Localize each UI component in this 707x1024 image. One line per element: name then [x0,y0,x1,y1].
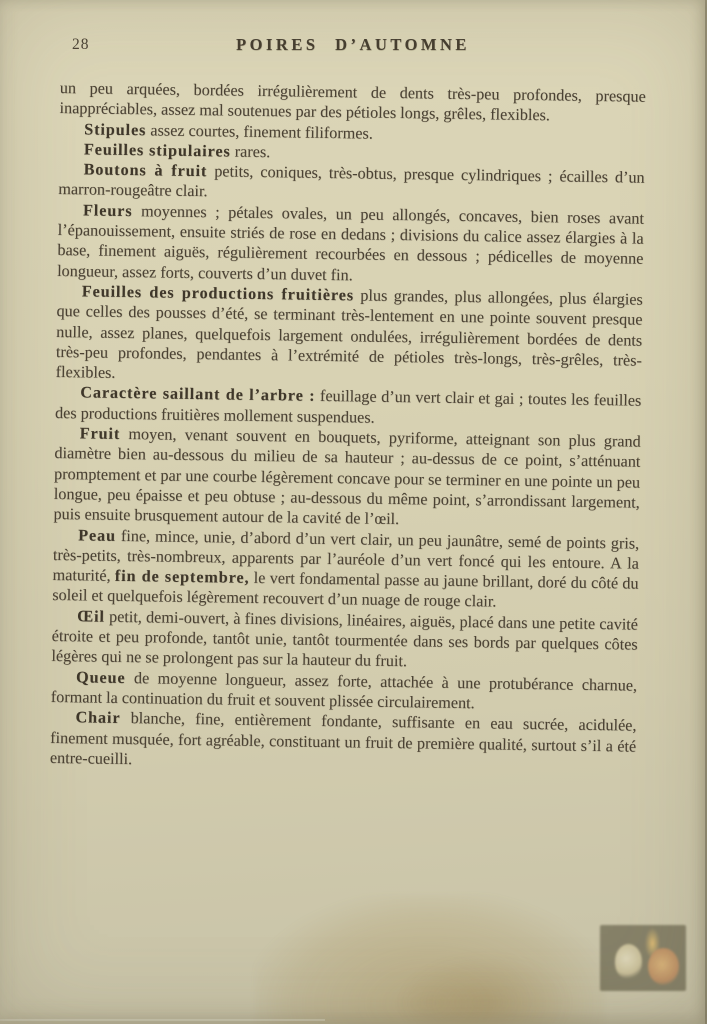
paragraph-lead: Stipules [84,119,147,139]
paper-stain-core [400,955,570,1024]
paragraph-text: de moyenne longueur, assez forte, attachée à une protubérance charnue, formant la continuation du fruit et souvent plissée circulairement. [50,668,638,713]
scan-bottom-edge-line [0,1019,325,1021]
paragraph-peau [52,524,639,614]
paragraph-oeil [51,606,638,676]
paragraph-lead: Feuilles stipulaires [83,140,231,161]
paragraph-text: fine, mince, unie, d’abord d’un vert clair, un peu jaunâtre, semé de points gris, très-petits, très-nombreux, apparents par l’auréole d’un vert foncé qui les entoure. A la maturité, [52,526,640,585]
paragraph-text: petit, demi-ouvert, à fines divisions, linéaires, aiguës, placé dans une petite cavité étroite et peu profonde, tantôt unie, tantôt tourmentée dans ses bords par quelques côtes légères qui ne se prolongent pas sur la hauteur du fruit. [51,607,639,671]
pale-pear-shape [615,944,642,979]
paragraph-fleurs [57,200,644,290]
paragraph-text: feuillage d’un vert clair et gai ; toutes les feuilles des productions fruitières mollement suspendues. [54,387,642,427]
paragraph-lead: Fleurs [82,201,133,220]
paragraph-fruit [53,423,640,533]
paragraph-text: rares. [230,142,271,162]
paragraph-lead: Chair [75,708,121,728]
paragraph-text: assez courtes, finement filiformes. [146,120,373,143]
paragraph-bold-inline: fin de septembre, [114,566,250,587]
paragraph-text: moyennes ; pétales ovales, un peu allongés, concaves, bien roses avant l’épanouissement, ensuite striés de rose en dedans ; divisions du calice assez élargies à la base, finement aiguës, régulièrement recourbées en dessous ; pédicelles de moyenne longueur, assez forts, couverts d’un duvet fin. [57,201,645,285]
paragraph-lead: Œil [76,607,106,626]
paragraph-lead: Queue [75,667,126,687]
paragraph-lead: Boutons à fruit [83,160,208,181]
paragraph-text: petits, coniques, très-obtus, presque cylindriques ; écailles d’un marron-rougeâtre clair. [58,162,645,201]
fruit-photo-watermark [600,925,686,991]
paragraph-chair [50,707,637,777]
page-number: 28 [72,36,90,53]
paragraph-lead: Caractère saillant de l’arbre : [80,383,316,406]
paragraph-text: un peu arquées, bordées irrégulièrement de dents très-peu profondes, presque inappréciables, assez mal soutenues par des pétioles longs, grêles, flexibles. [59,78,646,125]
paragraph-feuilles-productions [55,281,642,391]
paragraph-text: moyen, venant souvent en bouquets, pyriforme, atteignant son plus grand diamètre bien au-dessous du milieu de sa hauteur ; au-dessus de ce point, s’atténuant promptement et par une courbe légèrement concave pour se terminer en une pointe un peu longue, peu épaisse et peu obtuse ; au-dessous du même point, s’arrondissant largement, puis ensuite brusquement autour de la cavité de l’œil. [53,424,641,529]
paper-stain [255,895,605,1024]
paragraph-lead: Fruit [79,424,121,443]
paragraph-text: blanche, fine, entièrement fondante, suffisante en eau sucrée, acidulée, finement musquée, fort agréable, constituant un fruit de première qualité, surtout s’il a été entre-cueilli. [49,709,637,768]
red-fruit-shape [648,948,679,985]
paragraph-text: plus grandes, plus allongées, plus élargies que celles des pousses d’été, se terminant très-lentement en une pointe souvent presque nulle, assez planes, quelquefois largement ondulées, irrégulièrement bordées de dents très-peu profondes, pendantes à l’extrémité de pétioles très-longs, très-grêles, très-flexibles. [55,286,643,383]
paragraph-text: le vert fondamental passe au jaune brillant, doré du côté du soleil et quelquefois légèrement recouvert d’un nuage de rouge clair. [52,568,639,611]
paragraph-lead: Feuilles des productions fruitières [81,282,355,305]
body-text [50,78,646,777]
paragraph-lead: Peau [78,525,117,545]
page-header-title: POIRES D’AUTOMNE [236,35,470,54]
